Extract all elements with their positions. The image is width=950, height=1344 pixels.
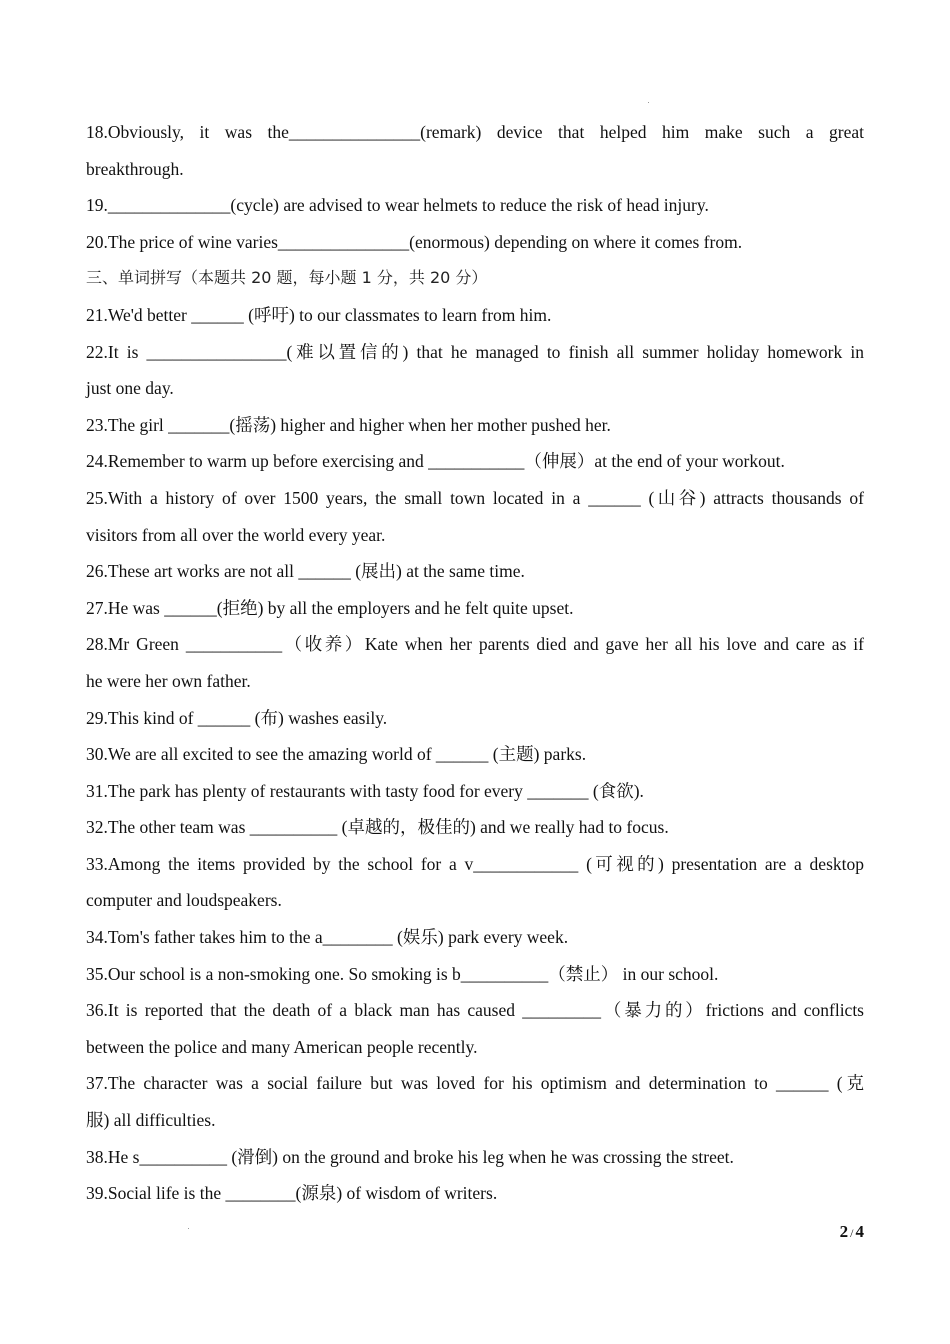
question-21: 21.We'd better ______ (呼吁) to our classmates to learn from him. [86, 304, 552, 325]
question-29: 29.This kind of ______ (布) washes easily. [86, 707, 388, 728]
question-19: 19.______________(cycle) are advised to wear helmets to reduce the risk of head injury. [86, 195, 709, 216]
page-number [840, 1222, 864, 1242]
question-18-line-1: 18.Obviously, it was the_______________(remark) device that helped him make such a great [86, 122, 864, 142]
question-26: 26.These art works are not all ______ (展出) at the same time. [86, 561, 525, 582]
section-title-spelling: 三、单词拼写（本题共 20 题，每小题 1 分，共 20 分） [86, 268, 488, 288]
question-31: 31.The park has plenty of restaurants with tasty food for every _______ (食欲). [86, 780, 644, 801]
question-27: 27.He was ______(拒绝) by all the employers and he felt quite upset. [86, 597, 574, 618]
question-37-line-1: 37.The character was a social failure but was loved for his optimism and determination to ______ (克 [86, 1073, 864, 1094]
question-34: 34.Tom's father takes him to the a________ (娱乐) park every week. [86, 927, 569, 948]
page-number-separator: / [850, 1226, 854, 1240]
question-33-line-1: 33.Among the items provided by the school for a v____________ (可视的) presentation are a desktop [86, 853, 864, 874]
question-28-line-2: he were her own father. [86, 670, 251, 691]
question-33-line-2: computer and loudspeakers. [86, 890, 282, 911]
question-22-line-2: just one day. [86, 378, 174, 399]
question-36-line-2: between the police and many American people recently. [86, 1036, 478, 1057]
question-25-line-1: 25.With a history of over 1500 years, the small town located in a ______ (山谷) attracts thousands of [86, 487, 864, 508]
question-24: 24.Remember to warm up before exercising and ___________（伸展）at the end of your workout. [86, 451, 785, 472]
question-32: 32.The other team was __________ (卓越的，极佳的) and we really had to focus. [86, 817, 669, 838]
question-38: 38.He s__________ (滑倒) on the ground and broke his leg when he was crossing the street. [86, 1146, 734, 1167]
scan-speck-top [648, 102, 649, 103]
page-number-total: 4 [855, 1222, 864, 1241]
question-37-line-2: 服) all difficulties. [86, 1110, 216, 1131]
question-20: 20.The price of wine varies_______________(enormous) depending on where it comes from. [86, 231, 743, 252]
question-35: 35.Our school is a non-smoking one. So smoking is b__________（禁止） in our school. [86, 963, 719, 984]
question-30: 30.We are all excited to see the amazing world of ______ (主题) parks. [86, 744, 587, 765]
question-23: 23.The girl _______(摇荡) higher and higher when her mother pushed her. [86, 414, 611, 435]
scan-speck-bottom [188, 1228, 189, 1229]
question-36-line-1: 36.It is reported that the death of a black man has caused _________（暴力的）frictions and conflicts [86, 1000, 864, 1021]
question-39: 39.Social life is the ________(源泉) of wisdom of writers. [86, 1183, 498, 1204]
document-page [86, 114, 864, 1212]
question-18-line-2: breakthrough. [86, 158, 184, 179]
question-25-line-2: visitors from all over the world every year. [86, 524, 386, 545]
question-22-line-1: 22.It is ________________(难以置信的) that he managed to finish all summer holiday homework in [86, 341, 864, 362]
question-28-line-1: 28.Mr Green ___________（收养）Kate when her parents died and gave her all his love and care as if [86, 634, 864, 655]
page-number-current: 2 [839, 1222, 849, 1241]
